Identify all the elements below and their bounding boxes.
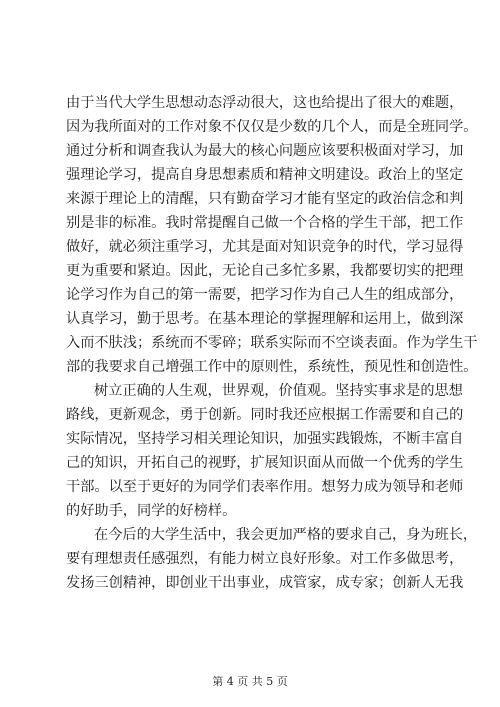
text-line: 认真学习，勤于思考。在基本理论的掌握理解和运用上，做到深 xyxy=(66,311,464,327)
text-line: 由于当代大学生思想动态浮动很大，这也给提出了很大的难题， xyxy=(66,95,464,111)
paragraph xyxy=(66,523,478,595)
text-line: 的好助手，同学的好榜样。 xyxy=(66,503,237,519)
text-line: 论学习作为自己的第一需要，把学习作为自己人生的组成部分， xyxy=(66,287,464,303)
text-line: 通过分析和调查我认为最大的核心问题应该要积极面对学习，加 xyxy=(66,143,464,159)
text-line: 入而不肤浅；系统而不零碎；联系实际而不空谈表面。作为学生干 xyxy=(66,335,478,351)
text-line: 干部。以至于更好的为同学们表率作用。想努力成为领导和老师 xyxy=(66,479,464,495)
text-line: 因为我所面对的工作对象不仅仅是少数的几个人，而是全班同学。 xyxy=(66,119,478,135)
text-line: 部的我要求自己增强工作中的原则性，系统性，预见性和创造性。 xyxy=(66,359,478,375)
text-line: 来源于理论上的清醒，只有勤奋学习才能有坚定的政治信念和判 xyxy=(66,191,464,207)
text-line: 发扬三创精神，即创业干出事业，成管家，成专家；创新人无我 xyxy=(66,575,464,591)
text-line: 路线，更新观念，勇于创新。同时我还应根据工作需要和自己的 xyxy=(66,407,464,423)
paragraph xyxy=(66,379,464,523)
text-line: 在今后的大学生活中，我会更加严格的要求自己，身为班长， xyxy=(94,527,478,543)
text-line: 强理论学习，提高自身思想素质和精神文明建设。政治上的坚定 xyxy=(66,167,464,183)
text-line: 实际情况，坚持学习相关理论知识，加强实践锻炼，不断丰富自 xyxy=(66,431,464,447)
text-line: 别是非的标准。我时常提醒自己做一个合格的学生干部，把工作 xyxy=(66,215,464,231)
text-line: 己的知识，开拓自己的视野，扩展知识面从而做一个优秀的学生 xyxy=(66,455,464,471)
text-line: 树立正确的人生观，世界观，价值观。坚持实事求是的思想 xyxy=(94,383,463,399)
text-line: 要有理想责任感强烈，有能力树立良好形象。对工作多做思考， xyxy=(66,551,464,567)
document-body xyxy=(66,91,478,595)
text-line: 做好，就必须注重学习，尤其是面对知识竞争的时代，学习显得 xyxy=(66,239,464,255)
paragraph xyxy=(66,91,478,379)
text-line: 更为重要和紧迫。因此，无论自己多忙多累，我都要切实的把理 xyxy=(66,263,464,279)
page-number-footer: 第 4 页 共 5 页 xyxy=(212,675,288,688)
